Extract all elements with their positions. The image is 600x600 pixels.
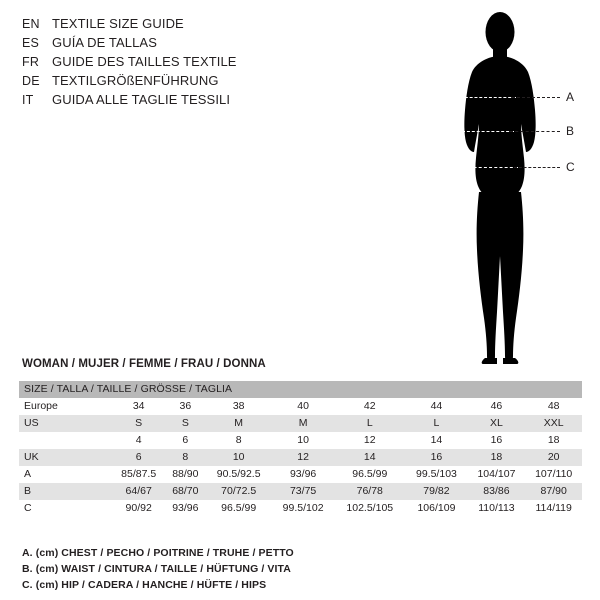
table-cell: 48 bbox=[525, 398, 582, 415]
row-label bbox=[19, 432, 112, 449]
measure-leader-c bbox=[514, 167, 560, 168]
table-cell: S bbox=[165, 415, 205, 432]
table-cell: M bbox=[272, 415, 334, 432]
table-cell: 12 bbox=[334, 432, 405, 449]
table-header-label: SIZE / TALLA / TAILLE / GRÖSSE / TAGLIA bbox=[19, 381, 582, 398]
table-cell: 73/75 bbox=[272, 483, 334, 500]
table-cell: 14 bbox=[405, 432, 467, 449]
table-row bbox=[19, 398, 582, 415]
table-row bbox=[19, 415, 582, 432]
table-cell: M bbox=[205, 415, 272, 432]
table-cell: 90.5/92.5 bbox=[205, 466, 272, 483]
table-cell: 68/70 bbox=[165, 483, 205, 500]
table-cell: 34 bbox=[112, 398, 165, 415]
language-title: TEXTILE SIZE GUIDE bbox=[52, 16, 184, 31]
table-cell: 88/90 bbox=[165, 466, 205, 483]
table-cell: 20 bbox=[525, 449, 582, 466]
table-cell: 18 bbox=[525, 432, 582, 449]
table-cell: 16 bbox=[405, 449, 467, 466]
table-cell: 14 bbox=[334, 449, 405, 466]
language-row-it bbox=[22, 90, 322, 109]
table-cell: 42 bbox=[334, 398, 405, 415]
language-code: EN bbox=[22, 17, 40, 31]
body-figure-area bbox=[400, 6, 600, 374]
language-title-list bbox=[22, 14, 322, 109]
table-cell: L bbox=[334, 415, 405, 432]
language-code: ES bbox=[22, 36, 40, 50]
table-cell: 16 bbox=[468, 432, 526, 449]
table-row bbox=[19, 500, 582, 517]
row-label: US bbox=[19, 415, 112, 432]
measure-line-hip-inner bbox=[458, 167, 518, 168]
table-cell: 64/67 bbox=[112, 483, 165, 500]
table-cell: 96.5/99 bbox=[334, 466, 405, 483]
table-cell: 10 bbox=[272, 432, 334, 449]
table-cell: XL bbox=[468, 415, 526, 432]
table-cell: 99.5/102 bbox=[272, 500, 334, 517]
table-cell: 104/107 bbox=[468, 466, 526, 483]
table-cell: 38 bbox=[205, 398, 272, 415]
table-row bbox=[19, 466, 582, 483]
table-cell: 96.5/99 bbox=[205, 500, 272, 517]
language-row-de bbox=[22, 71, 322, 90]
table-cell: 76/78 bbox=[334, 483, 405, 500]
table-cell: 12 bbox=[272, 449, 334, 466]
table-row bbox=[19, 449, 582, 466]
measure-label-c: C bbox=[566, 160, 575, 174]
table-row bbox=[19, 483, 582, 500]
size-table bbox=[19, 381, 582, 517]
section-title-woman: WOMAN / MUJER / FEMME / FRAU / DONNA bbox=[22, 358, 266, 370]
table-cell: 4 bbox=[112, 432, 165, 449]
table-cell: 87/90 bbox=[525, 483, 582, 500]
row-label: Europe bbox=[19, 398, 112, 415]
table-cell: 18 bbox=[468, 449, 526, 466]
table-header-row bbox=[19, 381, 582, 398]
table-cell: 8 bbox=[205, 432, 272, 449]
table-row bbox=[19, 432, 582, 449]
table-cell: 44 bbox=[405, 398, 467, 415]
row-label: A bbox=[19, 466, 112, 483]
row-label: B bbox=[19, 483, 112, 500]
measure-line-waist-inner bbox=[462, 131, 514, 132]
table-cell: 110/113 bbox=[468, 500, 526, 517]
table-cell: 10 bbox=[205, 449, 272, 466]
table-cell: S bbox=[112, 415, 165, 432]
legend-c: C. (cm) HIP / CADERA / HANCHE / HÜFTE / HIPS bbox=[22, 579, 267, 591]
table-cell: 46 bbox=[468, 398, 526, 415]
row-label: C bbox=[19, 500, 112, 517]
table-cell: 6 bbox=[112, 449, 165, 466]
table-cell: 79/82 bbox=[405, 483, 467, 500]
measure-leader-a bbox=[512, 97, 560, 98]
table-cell: 40 bbox=[272, 398, 334, 415]
language-title: TEXTILGRÖßENFÜHRUNG bbox=[52, 73, 219, 88]
measure-label-b: B bbox=[566, 124, 575, 138]
measure-line-chest-inner bbox=[460, 97, 516, 98]
table-cell: 85/87.5 bbox=[112, 466, 165, 483]
table-cell: 106/109 bbox=[405, 500, 467, 517]
measurement-legend bbox=[22, 545, 582, 593]
language-row-en bbox=[22, 14, 322, 33]
language-title: GUÍA DE TALLAS bbox=[52, 35, 157, 50]
table-cell: 102.5/105 bbox=[334, 500, 405, 517]
table-cell: 8 bbox=[165, 449, 205, 466]
legend-a: A. (cm) CHEST / PECHO / POITRINE / TRUHE / PETTO bbox=[22, 547, 294, 559]
table-cell: 114/119 bbox=[525, 500, 582, 517]
female-silhouette-icon bbox=[430, 6, 570, 374]
table-cell: 93/96 bbox=[272, 466, 334, 483]
table-cell: 6 bbox=[165, 432, 205, 449]
language-title: GUIDE DES TAILLES TEXTILE bbox=[52, 54, 237, 69]
table-cell: 36 bbox=[165, 398, 205, 415]
language-title: GUIDA ALLE TAGLIE TESSILI bbox=[52, 92, 231, 107]
language-code: IT bbox=[22, 93, 34, 107]
table-cell: L bbox=[405, 415, 467, 432]
row-label: UK bbox=[19, 449, 112, 466]
table-cell: 107/110 bbox=[525, 466, 582, 483]
language-code: FR bbox=[22, 55, 40, 69]
legend-b: B. (cm) WAIST / CINTURA / TAILLE / HÜFTUNG / VITA bbox=[22, 563, 291, 575]
language-row-fr bbox=[22, 52, 322, 71]
table-cell: 70/72.5 bbox=[205, 483, 272, 500]
table-cell: 90/92 bbox=[112, 500, 165, 517]
table-cell: 99.5/103 bbox=[405, 466, 467, 483]
table-cell: 83/86 bbox=[468, 483, 526, 500]
measure-label-a: A bbox=[566, 90, 575, 104]
table-cell: XXL bbox=[525, 415, 582, 432]
measure-leader-b bbox=[510, 131, 560, 132]
table-cell: 93/96 bbox=[165, 500, 205, 517]
language-row-es bbox=[22, 33, 322, 52]
language-code: DE bbox=[22, 74, 40, 88]
